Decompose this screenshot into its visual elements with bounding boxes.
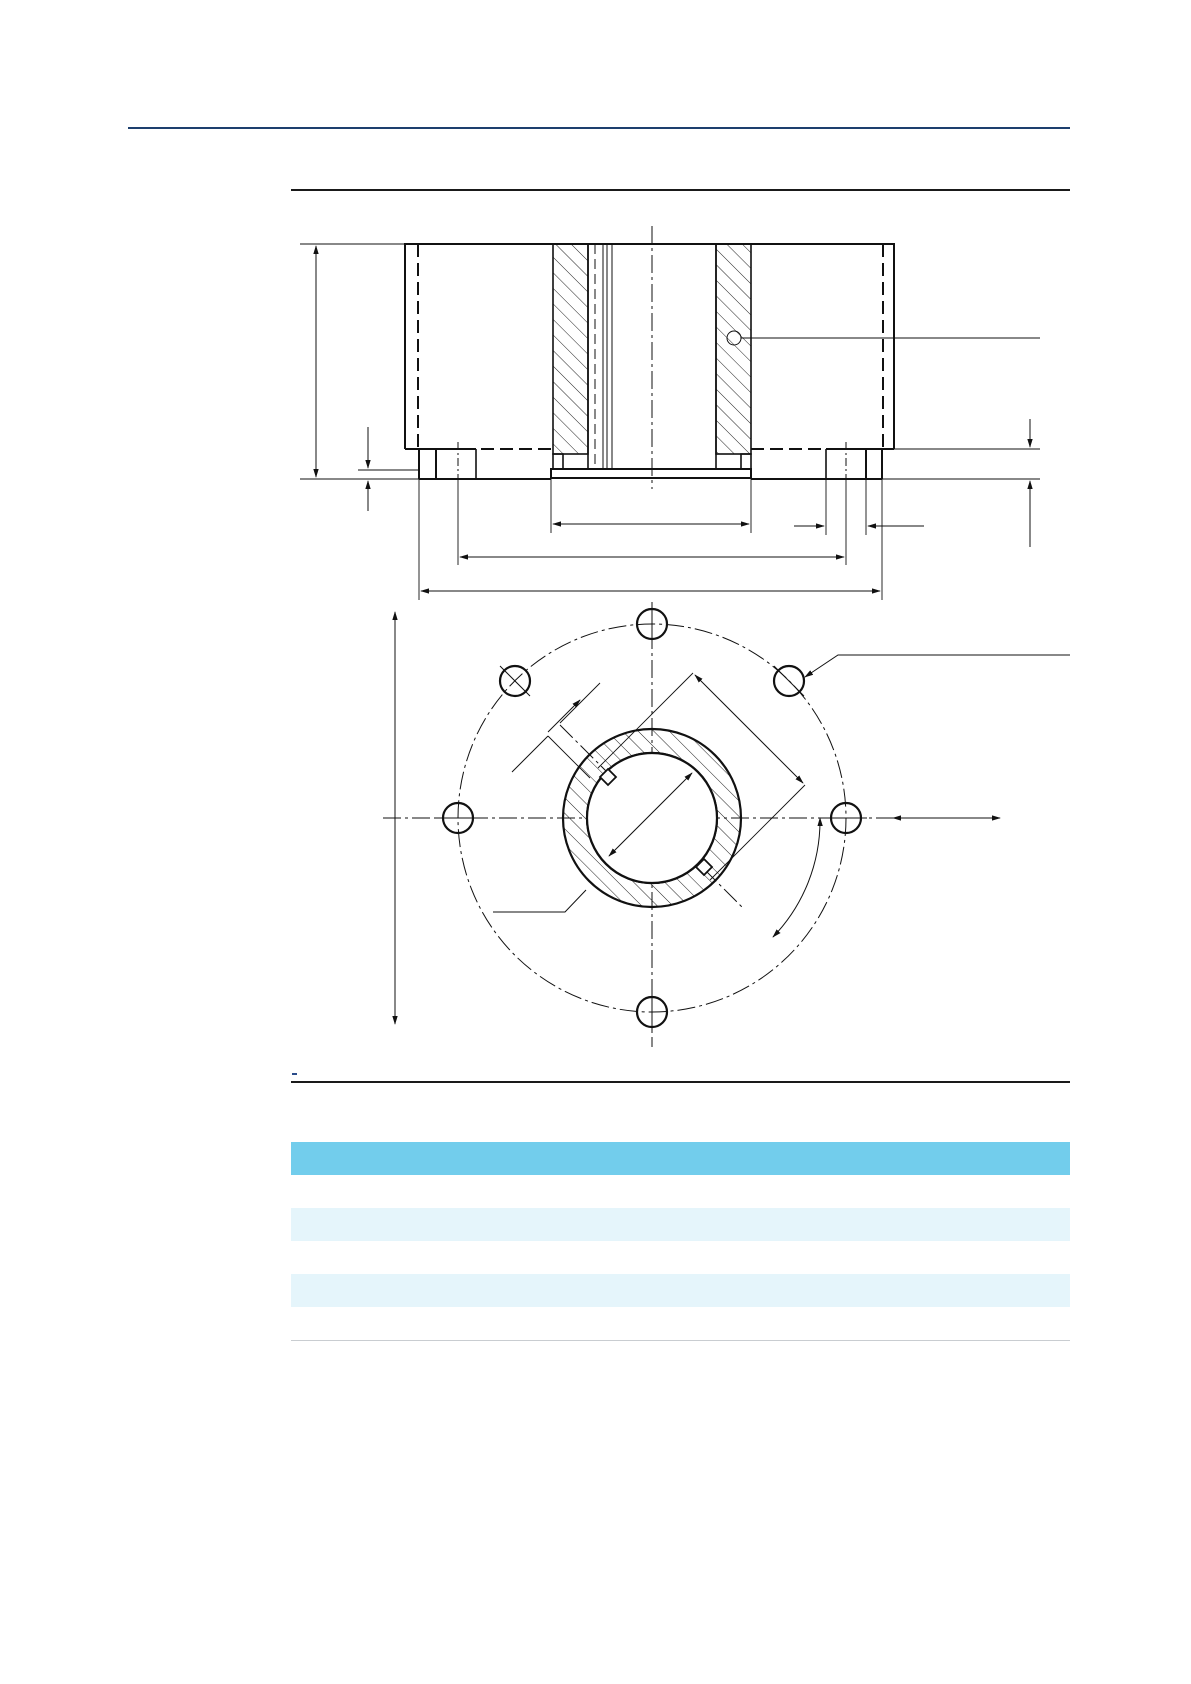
table-cell [291, 1307, 1070, 1341]
table-row [291, 1175, 1070, 1208]
table-header-row [291, 1142, 1070, 1175]
table-row [291, 1241, 1070, 1274]
hub-base [551, 469, 751, 478]
plan-view [383, 602, 1070, 1047]
hub-leader [493, 890, 586, 912]
table-cell [291, 1175, 1070, 1208]
table-row [291, 1307, 1070, 1341]
table-row [291, 1208, 1070, 1241]
table-cell [291, 1274, 1070, 1307]
bolt-hole-leader [805, 655, 1070, 677]
table-cell [291, 1241, 1070, 1274]
figure-marker [292, 1073, 297, 1075]
figure-bottom-rule [291, 1081, 1070, 1083]
base-flange [553, 454, 563, 470]
left-hatched-wall [553, 244, 588, 454]
table-header-cell [291, 1142, 1070, 1175]
main-body-outline [405, 244, 894, 449]
table-cell [291, 1208, 1070, 1241]
spec-table [291, 1142, 1070, 1341]
right-hatched-wall [716, 244, 751, 454]
table-row [291, 1274, 1070, 1307]
section-view [300, 226, 1040, 600]
angle-arc [773, 818, 820, 937]
